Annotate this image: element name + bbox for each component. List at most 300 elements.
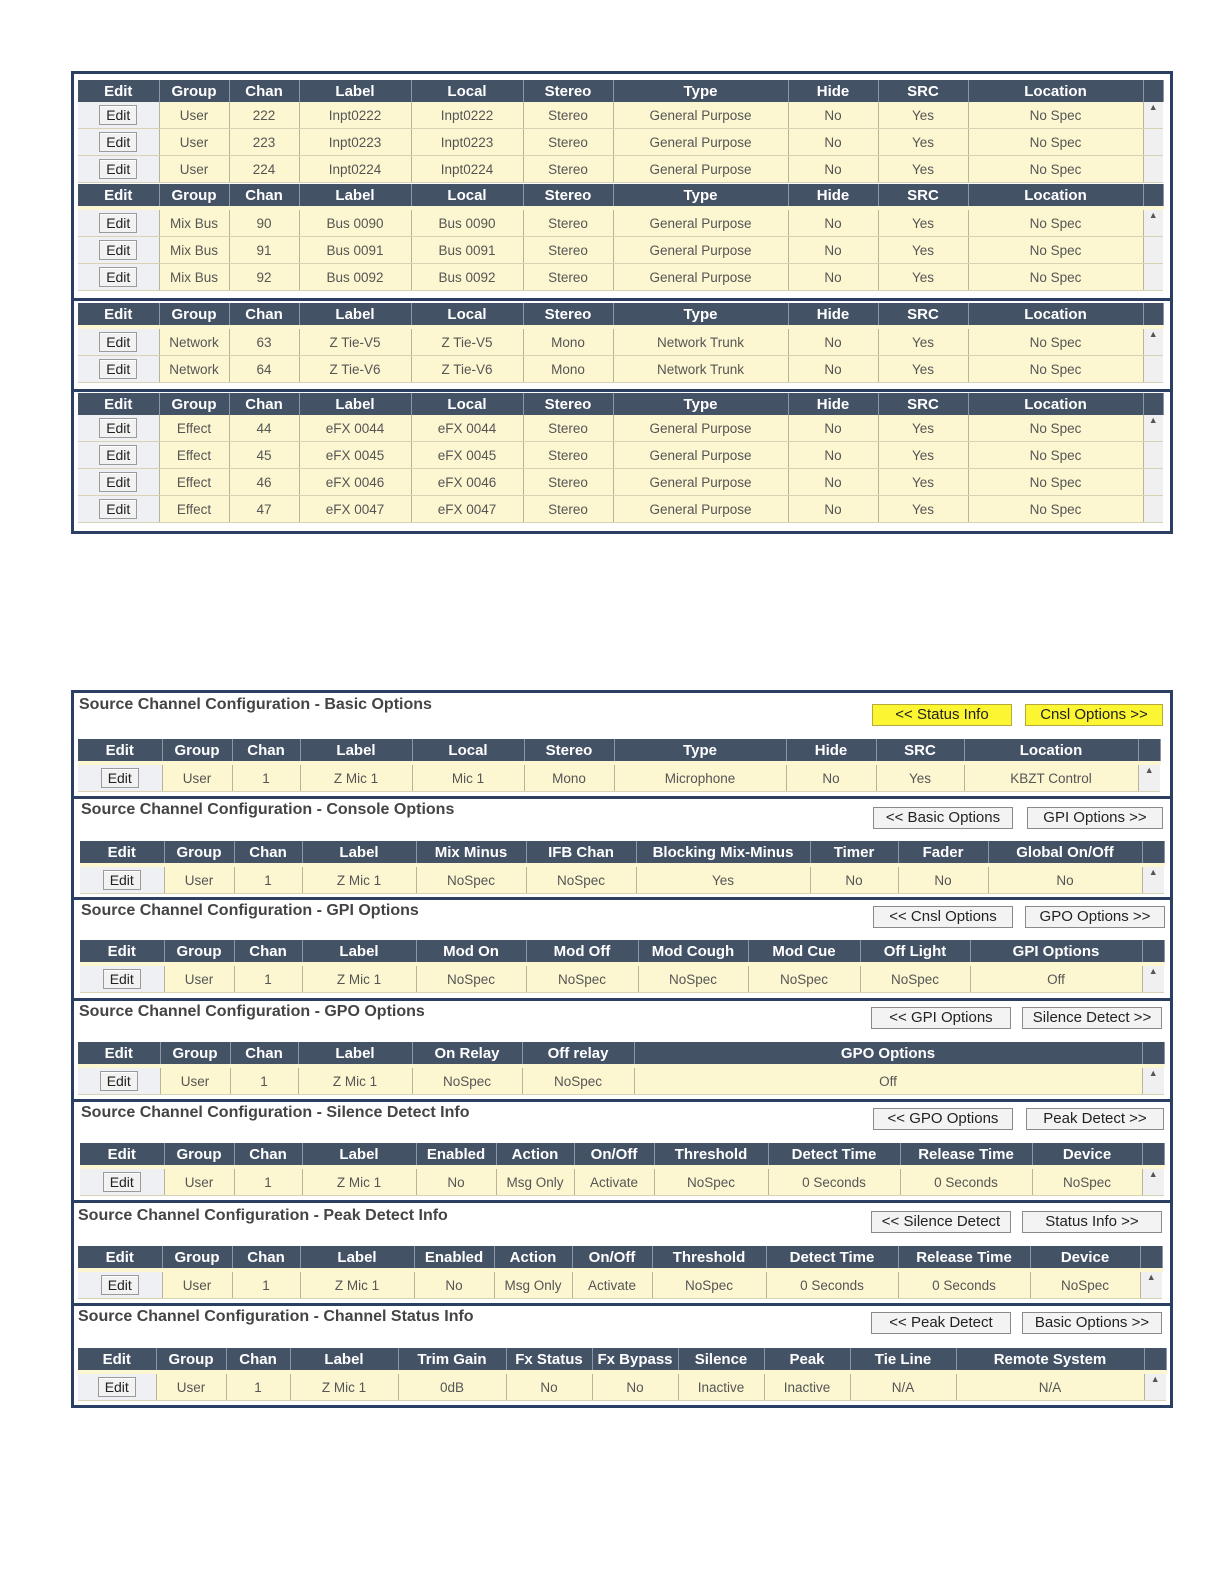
cell-chan: 44 bbox=[229, 415, 299, 442]
col-header-label: Label bbox=[302, 940, 416, 964]
cnsl-options-button[interactable]: Cnsl Options >> bbox=[1025, 704, 1163, 726]
table-row bbox=[78, 496, 1163, 523]
table-row bbox=[78, 442, 1163, 469]
cell-local: eFX 0046 bbox=[411, 469, 523, 496]
cell-local: eFX 0044 bbox=[411, 415, 523, 442]
cell-location: No Spec bbox=[968, 496, 1143, 523]
col-header-src: SRC bbox=[878, 393, 968, 415]
peak-detect-back-button[interactable]: << Peak Detect bbox=[871, 1312, 1011, 1334]
cell-label: eFX 0044 bbox=[299, 415, 411, 442]
scroll-up-arrow-icon[interactable]: ▲ bbox=[1143, 415, 1163, 442]
cell-chan: 47 bbox=[229, 496, 299, 523]
basic-options-next-button[interactable]: Basic Options >> bbox=[1022, 1312, 1162, 1334]
col-header-label: Label bbox=[298, 1042, 412, 1066]
col-header-chan: Chan bbox=[232, 1246, 300, 1270]
table-row bbox=[78, 356, 1163, 383]
cell-local: Inpt0223 bbox=[411, 129, 523, 156]
cell-chan: 1 bbox=[234, 964, 302, 993]
basic-options-button[interactable]: << Basic Options bbox=[873, 807, 1013, 829]
col-header-hide: Hide bbox=[786, 739, 876, 763]
col-header-hide: Hide bbox=[788, 303, 878, 327]
cell-chan: 1 bbox=[234, 865, 302, 894]
col-header-gpi-options: GPI Options bbox=[970, 940, 1142, 964]
col-header-edit: Edit bbox=[78, 184, 159, 208]
cell-group: User bbox=[156, 1372, 226, 1401]
col-header-stereo: Stereo bbox=[523, 303, 613, 327]
edit-button[interactable]: Edit bbox=[99, 132, 137, 152]
col-header-stereo: Stereo bbox=[523, 184, 613, 208]
col-header-group: Group bbox=[162, 739, 232, 763]
table-row bbox=[78, 264, 1163, 291]
silence-detect-table bbox=[80, 1143, 1165, 1196]
scrollbar-header bbox=[1142, 940, 1164, 964]
col-header-edit: Edit bbox=[78, 739, 162, 763]
cell-group: Mix Bus bbox=[159, 264, 229, 291]
col-header-label: Label bbox=[302, 841, 416, 865]
edit-button[interactable]: Edit bbox=[99, 418, 137, 438]
col-header-label: Label bbox=[300, 739, 412, 763]
scrollbar-track[interactable] bbox=[1143, 496, 1163, 523]
col-header-mod-cue: Mod Cue bbox=[748, 940, 860, 964]
cell-label: Bus 0091 bbox=[299, 237, 411, 264]
cell-group: User bbox=[159, 102, 229, 129]
col-header-hide: Hide bbox=[788, 393, 878, 415]
table-row bbox=[78, 763, 1160, 792]
cell-type: General Purpose bbox=[613, 156, 788, 183]
gpi-options-button[interactable]: GPI Options >> bbox=[1027, 807, 1163, 829]
cell-location: No Spec bbox=[968, 415, 1143, 442]
edit-button[interactable]: Edit bbox=[99, 445, 137, 465]
col-header-edit: Edit bbox=[80, 841, 164, 865]
cell-type: General Purpose bbox=[613, 129, 788, 156]
cell-src: Yes bbox=[878, 156, 968, 183]
cell-chan: 1 bbox=[234, 1167, 302, 1196]
edit-button[interactable]: Edit bbox=[99, 267, 137, 287]
cell-device: NoSpec bbox=[1032, 1167, 1142, 1196]
gpi-options-table bbox=[80, 940, 1165, 993]
col-header-edit: Edit bbox=[80, 1143, 164, 1167]
cell-group: User bbox=[162, 763, 232, 792]
cell-label: Inpt0222 bbox=[299, 102, 411, 129]
cell-tie-line: N/A bbox=[850, 1372, 956, 1401]
table-row bbox=[80, 964, 1164, 993]
scrollbar-track[interactable] bbox=[1143, 469, 1163, 496]
table-row bbox=[78, 327, 1163, 356]
cell-type: General Purpose bbox=[613, 264, 788, 291]
col-header-fx-bypass: Fx Bypass bbox=[592, 1348, 678, 1372]
cell-type: General Purpose bbox=[613, 442, 788, 469]
col-header-device: Device bbox=[1032, 1143, 1142, 1167]
section-console-options bbox=[75, 799, 1169, 897]
edit-button[interactable]: Edit bbox=[98, 1377, 136, 1397]
silence-detect-back-button[interactable]: << Silence Detect bbox=[871, 1211, 1011, 1233]
cell-mod-off: NoSpec bbox=[526, 964, 638, 993]
gpo-options-back-button[interactable]: << GPO Options bbox=[873, 1108, 1013, 1130]
cell-label: Bus 0090 bbox=[299, 208, 411, 237]
edit-button[interactable]: Edit bbox=[103, 870, 141, 890]
cell-location: No Spec bbox=[968, 356, 1143, 383]
col-header-edit: Edit bbox=[80, 940, 164, 964]
section-peak-detect bbox=[75, 1205, 1169, 1303]
scroll-up-arrow-icon[interactable]: ▲ bbox=[1143, 208, 1163, 237]
cell-src: Yes bbox=[878, 327, 968, 356]
cell-label: Z Mic 1 bbox=[300, 1270, 414, 1299]
cell-stereo: Mono bbox=[523, 356, 613, 383]
col-header-chan: Chan bbox=[232, 739, 300, 763]
cell-local: Z Tie-V5 bbox=[411, 327, 523, 356]
cell-threshold: NoSpec bbox=[652, 1270, 766, 1299]
scroll-up-arrow-icon[interactable]: ▲ bbox=[1142, 865, 1164, 894]
scrollbar-track[interactable] bbox=[1143, 356, 1163, 383]
col-header-on-relay: On Relay bbox=[412, 1042, 522, 1066]
edit-button[interactable]: Edit bbox=[103, 969, 141, 989]
col-header-enabled: Enabled bbox=[416, 1143, 496, 1167]
scroll-up-arrow-icon[interactable]: ▲ bbox=[1143, 102, 1163, 129]
cell-src: Yes bbox=[878, 442, 968, 469]
col-header-enabled: Enabled bbox=[414, 1246, 494, 1270]
col-header-label: Label bbox=[299, 393, 411, 415]
cell-type: General Purpose bbox=[613, 208, 788, 237]
cell-stereo: Stereo bbox=[523, 264, 613, 291]
col-header-label: Label bbox=[302, 1143, 416, 1167]
cell-group: Network bbox=[159, 356, 229, 383]
scroll-up-arrow-icon[interactable]: ▲ bbox=[1142, 1066, 1164, 1095]
cell-type: General Purpose bbox=[613, 496, 788, 523]
table-row bbox=[78, 129, 1163, 156]
scrollbar-header bbox=[1138, 739, 1160, 763]
edit-button[interactable]: Edit bbox=[99, 213, 137, 233]
cell-location: No Spec bbox=[968, 327, 1143, 356]
cell-fx-status: No bbox=[506, 1372, 592, 1401]
section-title: Source Channel Configuration - Basic Options bbox=[79, 696, 432, 713]
cell-gpo-options: Off bbox=[634, 1066, 1142, 1095]
cell-group: Effect bbox=[159, 415, 229, 442]
cell-chan: 1 bbox=[232, 1270, 300, 1299]
cell-threshold: NoSpec bbox=[654, 1167, 768, 1196]
col-header-stereo: Stereo bbox=[523, 80, 613, 102]
col-header-local: Local bbox=[412, 739, 524, 763]
effect-channel-table bbox=[78, 393, 1164, 523]
col-header-mod-cough: Mod Cough bbox=[638, 940, 748, 964]
col-header-threshold: Threshold bbox=[652, 1246, 766, 1270]
cell-local: eFX 0045 bbox=[411, 442, 523, 469]
cnsl-options-back-button[interactable]: << Cnsl Options bbox=[873, 906, 1013, 928]
table-row bbox=[78, 102, 1163, 129]
section-title: Source Channel Configuration - Peak Detect Info bbox=[78, 1207, 448, 1224]
cell-hide: No bbox=[788, 442, 878, 469]
cell-chan: 90 bbox=[229, 208, 299, 237]
section-title: Source Channel Configuration - GPO Options bbox=[79, 1003, 425, 1020]
scroll-up-arrow-icon[interactable]: ▲ bbox=[1142, 964, 1164, 993]
cell-group: User bbox=[164, 1167, 234, 1196]
cell-hide: No bbox=[786, 763, 876, 792]
col-header-group: Group bbox=[164, 841, 234, 865]
cell-src: Yes bbox=[878, 356, 968, 383]
cell-hide: No bbox=[788, 327, 878, 356]
cell-timer: No bbox=[810, 865, 898, 894]
col-header-type: Type bbox=[613, 80, 788, 102]
cell-release-time: 0 Seconds bbox=[898, 1270, 1030, 1299]
cell-group: Effect bbox=[159, 496, 229, 523]
cell-location: No Spec bbox=[968, 264, 1143, 291]
scrollbar-header bbox=[1143, 393, 1163, 415]
edit-button[interactable]: Edit bbox=[99, 332, 137, 352]
col-header-chan: Chan bbox=[234, 940, 302, 964]
col-header-release-time: Release Time bbox=[898, 1246, 1030, 1270]
col-header-fx-status: Fx Status bbox=[506, 1348, 592, 1372]
section-channel-status bbox=[75, 1306, 1169, 1405]
col-header-chan: Chan bbox=[229, 184, 299, 208]
cell-silence: Inactive bbox=[678, 1372, 764, 1401]
scroll-up-arrow-icon[interactable]: ▲ bbox=[1140, 1270, 1162, 1299]
col-header-chan: Chan bbox=[234, 1143, 302, 1167]
cell-stereo: Stereo bbox=[523, 129, 613, 156]
scrollbar-header bbox=[1142, 1143, 1164, 1167]
table-row bbox=[80, 1167, 1164, 1196]
cell-group: Effect bbox=[159, 442, 229, 469]
scrollbar-track[interactable] bbox=[1143, 237, 1163, 264]
col-header-group: Group bbox=[159, 303, 229, 327]
cell-stereo: Stereo bbox=[523, 208, 613, 237]
col-header-blocking-mix-minus: Blocking Mix-Minus bbox=[636, 841, 810, 865]
cell-local: Inpt0224 bbox=[411, 156, 523, 183]
cell-on-off: Activate bbox=[572, 1270, 652, 1299]
scrollbar-header bbox=[1140, 1246, 1162, 1270]
col-header-chan: Chan bbox=[229, 393, 299, 415]
cell-fx-bypass: No bbox=[592, 1372, 678, 1401]
cell-group: User bbox=[159, 156, 229, 183]
gpo-options-button[interactable]: GPO Options >> bbox=[1025, 906, 1165, 928]
cell-group: Effect bbox=[159, 469, 229, 496]
col-header-mod-on: Mod On bbox=[416, 940, 526, 964]
cell-type: General Purpose bbox=[613, 102, 788, 129]
col-header-group: Group bbox=[164, 940, 234, 964]
cell-hide: No bbox=[788, 102, 878, 129]
cell-type: Microphone bbox=[614, 763, 786, 792]
edit-button[interactable]: Edit bbox=[100, 1071, 138, 1091]
cell-type: Network Trunk bbox=[613, 356, 788, 383]
col-header-location: Location bbox=[964, 739, 1138, 763]
status-info-next-button[interactable]: Status Info >> bbox=[1022, 1211, 1162, 1233]
cell-location: No Spec bbox=[968, 442, 1143, 469]
col-header-release-time: Release Time bbox=[900, 1143, 1032, 1167]
edit-button[interactable]: Edit bbox=[101, 1275, 139, 1295]
cell-detect-time: 0 Seconds bbox=[768, 1167, 900, 1196]
col-header-group: Group bbox=[159, 80, 229, 102]
scrollbar-track[interactable] bbox=[1143, 156, 1163, 183]
cell-location: No Spec bbox=[968, 208, 1143, 237]
cell-chan: 224 bbox=[229, 156, 299, 183]
col-header-gpo-options: GPO Options bbox=[634, 1042, 1142, 1066]
table-divider bbox=[74, 389, 1170, 392]
col-header-group: Group bbox=[160, 1042, 230, 1066]
col-header-mix-minus: Mix Minus bbox=[416, 841, 526, 865]
cell-label: Z Mic 1 bbox=[298, 1066, 412, 1095]
cell-on-off: Activate bbox=[574, 1167, 654, 1196]
col-header-local: Local bbox=[411, 80, 523, 102]
col-header-location: Location bbox=[968, 184, 1143, 208]
cell-chan: 63 bbox=[229, 327, 299, 356]
cell-group: Mix Bus bbox=[159, 237, 229, 264]
console-options-table bbox=[80, 841, 1165, 894]
col-header-edit: Edit bbox=[78, 1042, 160, 1066]
section-gpi-options bbox=[75, 900, 1169, 998]
cell-label: eFX 0047 bbox=[299, 496, 411, 523]
cell-location: No Spec bbox=[968, 237, 1143, 264]
col-header-label: Label bbox=[299, 303, 411, 327]
mix-bus-table bbox=[78, 184, 1164, 291]
cell-action: Msg Only bbox=[494, 1270, 572, 1299]
cell-src: Yes bbox=[878, 237, 968, 264]
section-title: Source Channel Configuration - Channel Status Info bbox=[78, 1308, 474, 1325]
col-header-edit: Edit bbox=[78, 1348, 156, 1372]
cell-enabled: No bbox=[414, 1270, 494, 1299]
table-row bbox=[78, 415, 1163, 442]
cell-src: Yes bbox=[878, 469, 968, 496]
col-header-edit: Edit bbox=[78, 393, 159, 415]
gpi-options-back-button[interactable]: << GPI Options bbox=[871, 1007, 1011, 1029]
gpo-options-table bbox=[78, 1042, 1165, 1095]
basic-options-table bbox=[78, 739, 1161, 792]
cell-local: eFX 0047 bbox=[411, 496, 523, 523]
cell-hide: No bbox=[788, 156, 878, 183]
scrollbar-track[interactable] bbox=[1143, 442, 1163, 469]
col-header-type: Type bbox=[613, 184, 788, 208]
cell-hide: No bbox=[788, 469, 878, 496]
edit-button[interactable]: Edit bbox=[99, 105, 137, 125]
network-channel-table bbox=[78, 303, 1164, 383]
col-header-location: Location bbox=[968, 303, 1143, 327]
edit-button[interactable]: Edit bbox=[103, 1172, 141, 1192]
cell-fader: No bbox=[898, 865, 988, 894]
col-header-detect-time: Detect Time bbox=[768, 1143, 900, 1167]
col-header-local: Local bbox=[411, 393, 523, 415]
section-basic-options bbox=[75, 694, 1169, 796]
scroll-up-arrow-icon[interactable]: ▲ bbox=[1142, 1167, 1164, 1196]
cell-src: Yes bbox=[878, 208, 968, 237]
cell-hide: No bbox=[788, 208, 878, 237]
cell-blocking-mix-minus: Yes bbox=[636, 865, 810, 894]
scroll-up-arrow-icon[interactable]: ▲ bbox=[1143, 327, 1163, 356]
col-header-off-relay: Off relay bbox=[522, 1042, 634, 1066]
cell-stereo: Stereo bbox=[523, 415, 613, 442]
col-header-group: Group bbox=[162, 1246, 232, 1270]
cell-mod-cough: NoSpec bbox=[638, 964, 748, 993]
col-header-chan: Chan bbox=[229, 80, 299, 102]
cell-type: General Purpose bbox=[613, 415, 788, 442]
cell-local: Bus 0091 bbox=[411, 237, 523, 264]
edit-button[interactable]: Edit bbox=[101, 768, 139, 788]
col-header-chan: Chan bbox=[226, 1348, 290, 1372]
edit-button[interactable]: Edit bbox=[99, 240, 137, 260]
cell-group: Mix Bus bbox=[159, 208, 229, 237]
col-header-local: Local bbox=[411, 184, 523, 208]
status-info-button[interactable]: << Status Info bbox=[872, 704, 1012, 726]
table-row bbox=[80, 865, 1164, 894]
section-gpo-options bbox=[75, 1001, 1169, 1099]
cell-stereo: Stereo bbox=[523, 237, 613, 264]
cell-stereo: Stereo bbox=[523, 469, 613, 496]
scrollbar-header bbox=[1142, 1042, 1164, 1066]
edit-button[interactable]: Edit bbox=[99, 499, 137, 519]
col-header-group: Group bbox=[159, 184, 229, 208]
cell-location: KBZT Control bbox=[964, 763, 1138, 792]
col-header-src: SRC bbox=[878, 303, 968, 327]
col-header-chan: Chan bbox=[230, 1042, 298, 1066]
peak-detect-table bbox=[78, 1246, 1163, 1299]
cell-local: Z Tie-V6 bbox=[411, 356, 523, 383]
cell-local: Bus 0092 bbox=[411, 264, 523, 291]
cell-src: Yes bbox=[878, 264, 968, 291]
scrollbar-track[interactable] bbox=[1143, 129, 1163, 156]
scrollbar-header bbox=[1144, 1348, 1166, 1372]
col-header-stereo: Stereo bbox=[523, 393, 613, 415]
table-divider bbox=[74, 298, 1170, 301]
col-header-label: Label bbox=[300, 1246, 414, 1270]
col-header-fader: Fader bbox=[898, 841, 988, 865]
channel-status-table bbox=[78, 1348, 1167, 1401]
cell-off-relay: NoSpec bbox=[522, 1066, 634, 1095]
cell-label: Z Mic 1 bbox=[302, 964, 416, 993]
peak-detect-button[interactable]: Peak Detect >> bbox=[1026, 1108, 1164, 1130]
cell-stereo: Stereo bbox=[523, 102, 613, 129]
edit-button[interactable]: Edit bbox=[99, 359, 137, 379]
cell-chan: 92 bbox=[229, 264, 299, 291]
scrollbar-header bbox=[1143, 80, 1163, 102]
cell-stereo: Stereo bbox=[523, 442, 613, 469]
cell-global-on-off: No bbox=[988, 865, 1142, 894]
col-header-location: Location bbox=[968, 80, 1143, 102]
cell-label: eFX 0045 bbox=[299, 442, 411, 469]
cell-release-time: 0 Seconds bbox=[900, 1167, 1032, 1196]
col-header-device: Device bbox=[1030, 1246, 1140, 1270]
edit-button[interactable]: Edit bbox=[99, 472, 137, 492]
cell-group: User bbox=[164, 964, 234, 993]
table-row bbox=[78, 1270, 1162, 1299]
col-header-label: Label bbox=[299, 184, 411, 208]
cell-chan: 45 bbox=[229, 442, 299, 469]
cell-on-relay: NoSpec bbox=[412, 1066, 522, 1095]
col-header-peak: Peak bbox=[764, 1348, 850, 1372]
cell-stereo: Stereo bbox=[523, 156, 613, 183]
cell-enabled: No bbox=[416, 1167, 496, 1196]
scrollbar-track[interactable] bbox=[1143, 264, 1163, 291]
cell-chan: 223 bbox=[229, 129, 299, 156]
cell-chan: 1 bbox=[230, 1066, 298, 1095]
cell-trim-gain: 0dB bbox=[398, 1372, 506, 1401]
col-header-src: SRC bbox=[876, 739, 964, 763]
scroll-up-arrow-icon[interactable]: ▲ bbox=[1138, 763, 1160, 792]
silence-detect-button[interactable]: Silence Detect >> bbox=[1022, 1007, 1162, 1029]
section-silence-detect bbox=[75, 1102, 1169, 1200]
cell-stereo: Stereo bbox=[523, 496, 613, 523]
col-header-on-off: On/Off bbox=[574, 1143, 654, 1167]
col-header-group: Group bbox=[159, 393, 229, 415]
cell-label: eFX 0046 bbox=[299, 469, 411, 496]
edit-button[interactable]: Edit bbox=[99, 159, 137, 179]
section-title: Source Channel Configuration - Console Options bbox=[81, 801, 455, 818]
cell-group: User bbox=[160, 1066, 230, 1095]
cell-location: No Spec bbox=[968, 102, 1143, 129]
table-row bbox=[78, 1372, 1166, 1401]
scrollbar-header bbox=[1142, 841, 1164, 865]
col-header-location: Location bbox=[968, 393, 1143, 415]
scroll-up-arrow-icon[interactable]: ▲ bbox=[1144, 1372, 1166, 1401]
table-row bbox=[78, 208, 1163, 237]
cell-label: Z Tie-V5 bbox=[299, 327, 411, 356]
col-header-mod-off: Mod Off bbox=[526, 940, 638, 964]
cell-peak: Inactive bbox=[764, 1372, 850, 1401]
